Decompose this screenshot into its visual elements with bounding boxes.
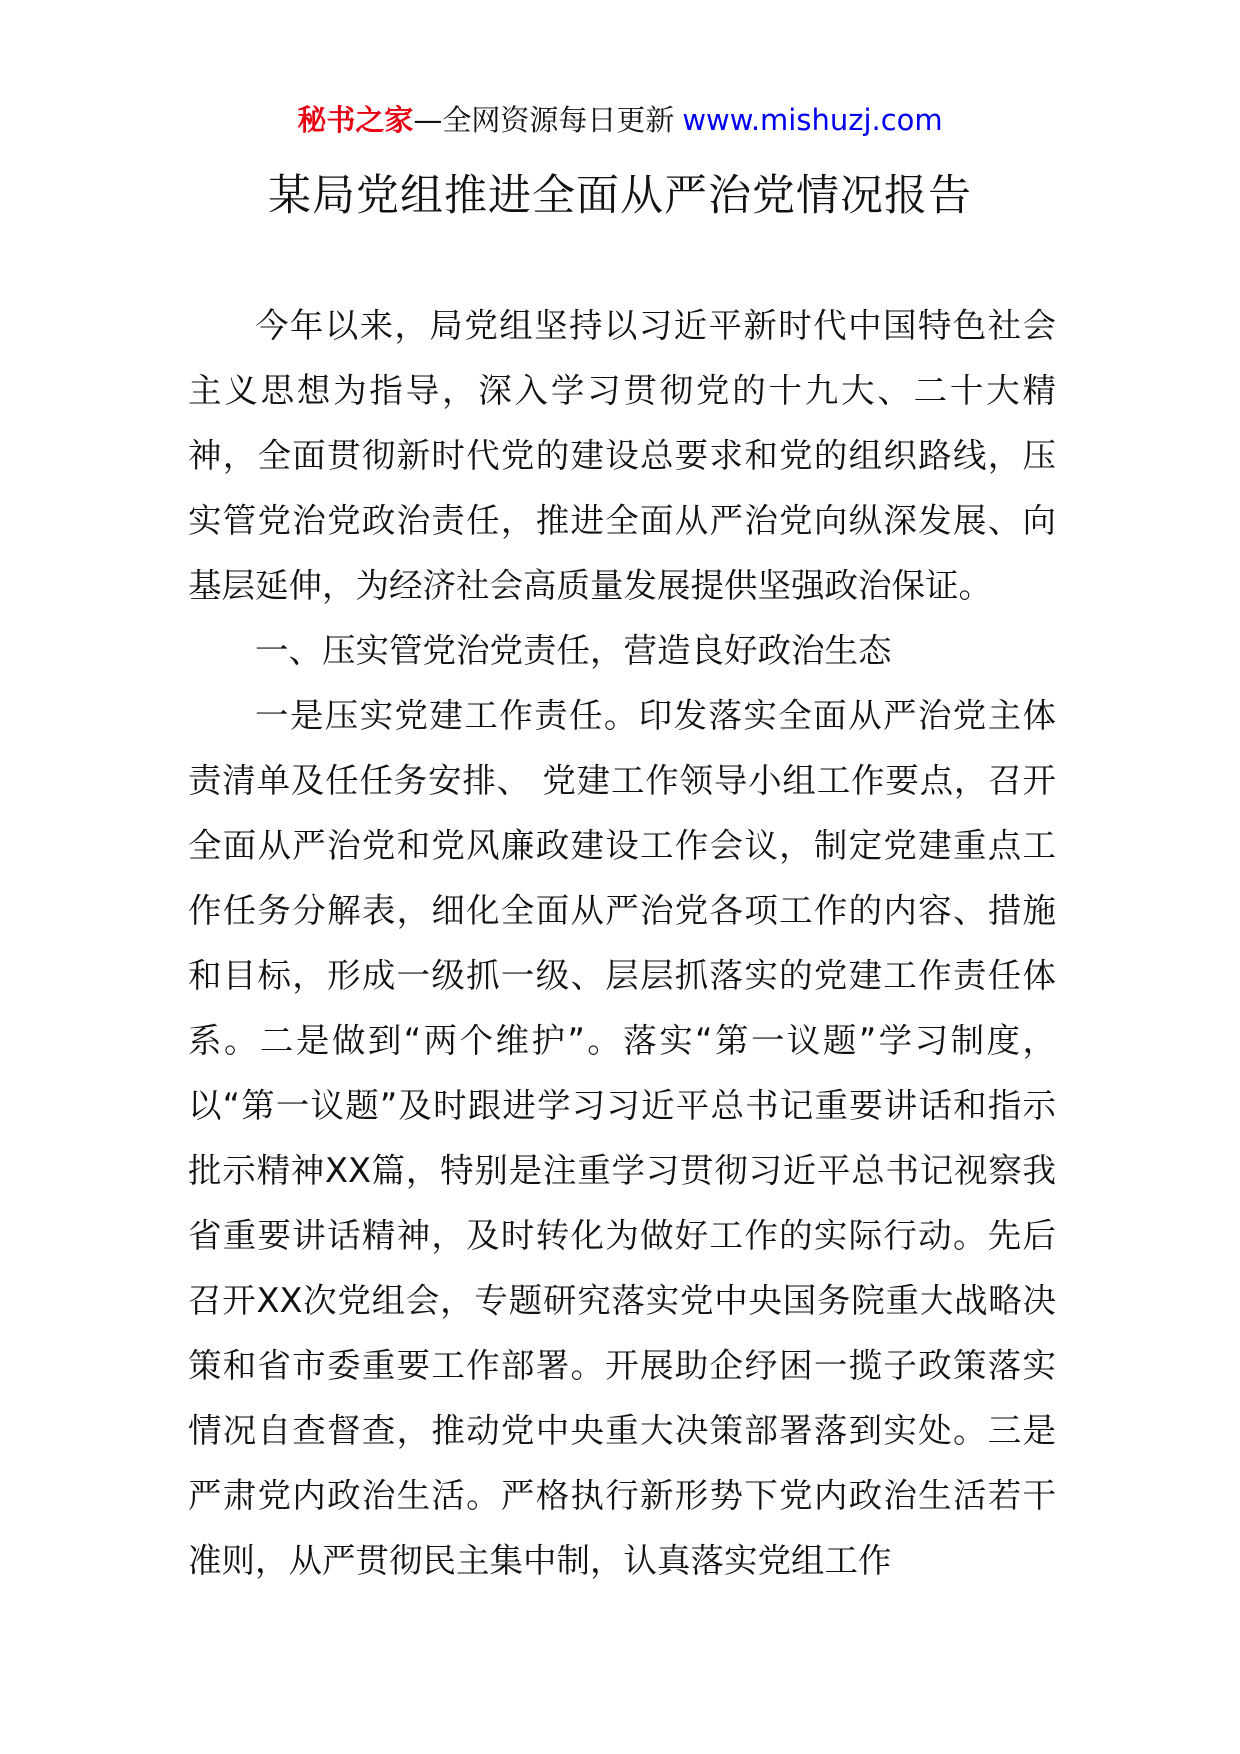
intro-paragraph: 今年以来，局党组坚持以习近平新时代中国特色社会主义思想为指导，深入学习贯彻党的十九大、二十大精神，全面贯彻新时代党的建设总要求和党的组织路线，压实管党治党政治责任，推进全面从严治党向纵深发展、向基层延伸，为经济社会高质量发展提供坚强政治保证。 [188, 306, 1056, 605]
section-1-paragraph: 一是压实党建工作责任。印发落实全面从严治党主体责清单及任任务安排、 党建工作领导小组工作要点，召开全面从严治党和党风廉政建设工作会议，制定党建重点工作任务分解表，细化全面从严治党各项工作的内容、措施和目标，形成一级抓一级、层层抓落实的党建工作责任体系。二是做到“两个维护”。落实“第一议题”学习制度，以“第一议题”及时跟进学习习近平总书记重要讲话和指示批示精神XX篇，特别是注重学习贯彻习近平总书记视察我省重要讲话精神，及时转化为做好工作的实际行动。先后召开XX次党组会，专题研究落实党中央国务院重大战略决策和省市委重要工作部署。开展助企纾困一揽子政策落实情况自查督查，推动党中央重大决策部署落到实处。三是严肃党内政治生活。严格执行新形势下党内政治生活若干准则，从严贯彻民主集中制，认真落实党组工作 [188, 696, 1056, 1580]
document-body [188, 293, 1056, 1593]
watermark-header [0, 100, 1240, 140]
brand-name: 秘书之家 [297, 103, 414, 137]
site-url-link[interactable]: www.mishuzj.com [682, 103, 943, 137]
document-title: 某局党组推进全面从严治党情况报告 [268, 171, 972, 221]
section-heading-1: 一、压实管党治党责任，营造良好政治生态 [255, 631, 892, 670]
brand-tagline: —全网资源每日更新 [413, 103, 675, 137]
